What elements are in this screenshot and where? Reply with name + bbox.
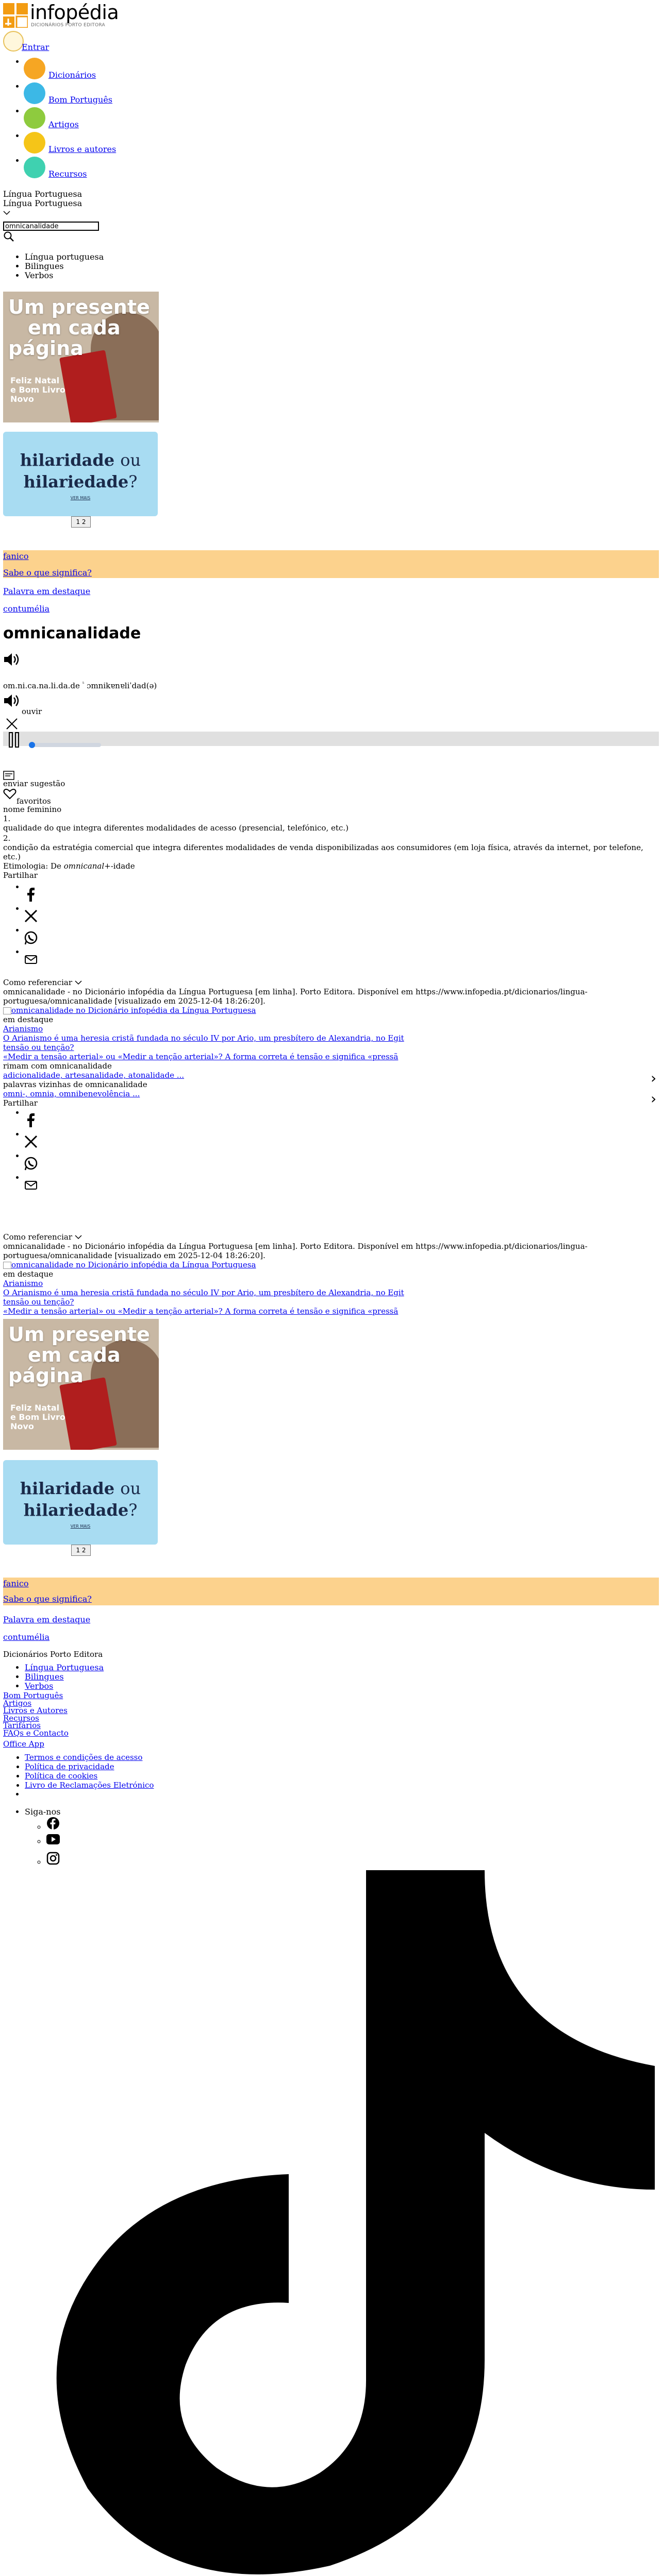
featured-word[interactable]: contumélia	[3, 1632, 50, 1642]
word-challenge-bar[interactable]	[3, 1578, 659, 1605]
challenge-word[interactable]: fanico	[3, 1579, 29, 1588]
highlight-label: em destaque	[3, 1015, 54, 1024]
highlight-title[interactable]: tensão ou tenção?	[3, 1043, 74, 1052]
search-icon[interactable]	[3, 231, 14, 242]
speaker-icon[interactable]	[3, 652, 22, 667]
banner-subtext: Feliz Natal e Bom Livro Novo	[10, 376, 65, 404]
footer-link[interactable]: Artigos	[3, 1698, 32, 1708]
nav-label[interactable]: Artigos	[48, 120, 79, 129]
footer-dict-link[interactable]: Bilingues	[25, 1672, 64, 1682]
quiz-cta[interactable]: VER MAIS	[70, 496, 91, 500]
highlight-label: em destaque	[3, 1269, 54, 1279]
highlight-title[interactable]: Arianismo	[3, 1279, 43, 1288]
site-logo[interactable]	[3, 1, 117, 30]
challenge-word[interactable]: fanico	[3, 551, 29, 561]
footer-link[interactable]: Livros e Autores	[3, 1706, 68, 1715]
language-selector[interactable]	[3, 190, 82, 217]
sense-number: 1.	[3, 814, 11, 823]
language-current: Língua Portuguesa	[3, 198, 82, 208]
facebook-icon[interactable]	[46, 1817, 60, 1830]
social-list	[46, 1817, 60, 1869]
banner-headline: Um presente em cada página	[8, 296, 150, 360]
entry-headword: omnicanalidade	[3, 624, 141, 642]
reference-image[interactable]: omnicanalidade no Dicionário infopédia da Língua Portuguesa	[3, 1006, 256, 1015]
audio-progress-track[interactable]	[29, 743, 101, 747]
email-icon[interactable]	[24, 952, 38, 967]
login-label[interactable]: Entrar	[22, 42, 49, 52]
suggest-label[interactable]: enviar sugestão	[3, 779, 65, 788]
quiz-banner[interactable]	[3, 1460, 158, 1545]
highlight-article[interactable]: O Arianismo é uma heresia cristã fundada no século IV por Ario, um presbítero de Alexandria, no Egit	[3, 1033, 404, 1043]
rhymes-label: rimam com omnicanalidade	[3, 1061, 112, 1071]
broken-image-icon	[3, 1262, 11, 1269]
x-icon[interactable]	[24, 1134, 38, 1149]
rhymes-words[interactable]: adicionalidade, artesanalidade, atonalidade ...	[3, 1071, 185, 1080]
banner-pager[interactable]: 1 2	[71, 516, 91, 528]
tiktok-icon[interactable]	[41, 1870, 660, 2576]
logo-mark-icon	[3, 3, 28, 28]
banner-subtext: Feliz Natal e Bom Livro Novo	[10, 1403, 65, 1431]
user-icon	[3, 31, 24, 52]
nav-label[interactable]: Livros e autores	[48, 144, 117, 154]
part-of-speech: nome feminino	[3, 805, 62, 814]
footer-social	[25, 1807, 60, 1817]
article-icon	[24, 107, 45, 129]
featured-word-label[interactable]: Palavra em destaque	[3, 586, 91, 596]
nav-label[interactable]: Bom Português	[48, 95, 113, 105]
youtube-icon[interactable]	[46, 1834, 60, 1844]
etymology: Etimologia: De omnicanal+-idade	[3, 861, 135, 871]
favorites-label[interactable]: favoritos	[16, 796, 51, 806]
footer-link[interactable]: FAQs e Contacto	[3, 1728, 69, 1738]
banner-headline: Um presente em cada página	[8, 1323, 150, 1387]
office-app-link[interactable]: Office App	[3, 1739, 44, 1749]
reference-text: omnicanalidade - no Dicionário infopédia da Língua Portuguesa [em linha]. Porto Editora. Disponível em https://www.infopedia.pt/dicionarios/lingua-	[3, 1242, 588, 1251]
heart-icon[interactable]	[3, 788, 16, 800]
pronunciation-line: om.ni.ca.na.li.da.de $^{^5}$ ɔmnikɐnɐliˈdad(ə)	[3, 681, 157, 690]
neighbors-label: palavras vizinhas de omnicanalidade	[3, 1080, 147, 1089]
pause-icon[interactable]	[7, 732, 23, 748]
legal-link[interactable]: Política de privacidade	[25, 1762, 114, 1771]
footer-dict-link[interactable]: Língua Portuguesa	[25, 1663, 104, 1672]
reference-text: omnicanalidade - no Dicionário infopédia da Língua Portuguesa [em linha]. Porto Editora. Disponível em https://www.infopedia.pt/dicionarios/lingua-	[3, 987, 588, 996]
dictionary-list	[25, 252, 104, 280]
chevron-right-icon[interactable]: ›	[651, 1090, 657, 1107]
dictionary-icon	[24, 58, 45, 79]
logo-text: infopédia	[30, 1, 119, 24]
dictionary-item[interactable]: • Verbos	[25, 271, 104, 280]
nav-label[interactable]: Dicionários	[48, 70, 96, 80]
whatsapp-icon[interactable]	[24, 930, 38, 945]
close-icon[interactable]	[5, 717, 19, 731]
broken-image-icon	[3, 1007, 11, 1014]
reference-image[interactable]: omnicanalidade no Dicionário infopédia da Língua Portuguesa	[3, 1260, 256, 1269]
footer-link[interactable]: Bom Português	[3, 1691, 63, 1700]
footer-link[interactable]: Recursos	[3, 1713, 39, 1723]
facebook-icon[interactable]	[24, 1113, 38, 1127]
footer-dictionaries	[25, 1663, 104, 1691]
x-icon[interactable]	[24, 909, 38, 923]
follow-label: • Siga-nos	[25, 1807, 60, 1817]
chevron-down-icon[interactable]	[75, 980, 82, 985]
highlight-article[interactable]: «Medir a tensão arterial» ou «Medir a tenção arterial»? A forma correta é tensão e significa «pressã	[3, 1307, 399, 1316]
highlight-article[interactable]: «Medir a tensão arterial» ou «Medir a tenção arterial»? A forma correta é tensão e significa «pressã	[3, 1052, 399, 1061]
featured-word-label[interactable]: Palavra em destaque	[3, 1615, 91, 1624]
chevron-right-icon[interactable]: ›	[651, 1070, 657, 1087]
audio-player[interactable]	[3, 732, 659, 746]
dictionary-item[interactable]: • Bilingues	[25, 262, 104, 271]
challenge-cta[interactable]: Sabe o que significa?	[3, 1594, 92, 1604]
reference-toggle[interactable]: Como referenciar	[3, 978, 82, 987]
legal-link[interactable]: Política de cookies	[25, 1771, 98, 1781]
highlight-title[interactable]: tensão ou tenção?	[3, 1297, 74, 1307]
highlight-article[interactable]: O Arianismo é uma heresia cristã fundada no século IV por Ario, um presbítero de Alexandria, no Egit	[3, 1288, 404, 1297]
speech-icon	[24, 82, 45, 104]
chevron-down-icon[interactable]	[3, 210, 10, 215]
word-challenge-bar[interactable]	[3, 550, 659, 578]
featured-word[interactable]: contumélia	[3, 604, 50, 614]
facebook-icon[interactable]	[24, 887, 38, 902]
logo-subtitle: DICIONÁRIOS PORTO EDITORA	[31, 23, 106, 28]
chevron-down-icon[interactable]	[75, 1234, 82, 1240]
whatsapp-icon[interactable]	[24, 1156, 38, 1171]
search-input[interactable]	[3, 222, 99, 231]
sense-definition: condição da estratégia comercial que integra diferentes modalidades de venda disponibilizadas aos consumidores (em loja física, através da internet, por telefone, etc.)	[3, 843, 643, 861]
dictionary-item[interactable]: • Língua portuguesa	[25, 252, 104, 262]
quiz-title: hilaridade ou hilariedade?	[20, 450, 141, 492]
banner-pager[interactable]: 1 2	[71, 1545, 91, 1556]
christmas-banner[interactable]	[3, 1319, 159, 1450]
share-label: Partilhar	[3, 1098, 38, 1108]
reference-text-cont: portuguesa/omnicanalidade [visualizado em 2025-12-04 18:26:20].	[3, 996, 266, 1006]
share-label: Partilhar	[3, 871, 38, 880]
reference-toggle[interactable]: Como referenciar	[3, 1232, 82, 1242]
speaker-icon[interactable]	[3, 693, 22, 708]
sense-number: 2.	[3, 834, 11, 843]
instagram-icon[interactable]	[46, 1852, 60, 1865]
footer-brand: Dicionários Porto Editora	[3, 1650, 103, 1659]
resources-icon	[24, 157, 45, 178]
quiz-banner[interactable]	[3, 432, 158, 516]
footer-link[interactable]: Tarifários	[3, 1721, 41, 1730]
nav-label[interactable]: Recursos	[48, 169, 87, 179]
book-icon	[24, 132, 45, 154]
legal-link[interactable]: Termos e condições de acesso	[25, 1753, 143, 1762]
legal-link[interactable]: Livro de Reclamações Eletrónico	[25, 1781, 154, 1790]
email-icon[interactable]	[24, 1178, 38, 1192]
footer-legal	[25, 1753, 154, 1790]
language-label: Língua Portuguesa	[3, 189, 82, 199]
sense-definition: qualidade do que integra diferentes modalidades de acesso (presencial, telefónico, etc.)	[3, 823, 349, 833]
quiz-cta[interactable]: VER MAIS	[70, 1524, 91, 1529]
footer-links	[3, 1692, 69, 1737]
highlight-title[interactable]: Arianismo	[3, 1024, 43, 1033]
footer-dict-link[interactable]: Verbos	[25, 1681, 54, 1691]
reference-text-cont: portuguesa/omnicanalidade [visualizado em 2025-12-04 18:26:20].	[3, 1251, 266, 1260]
audio-progress-handle[interactable]	[29, 742, 35, 748]
challenge-cta[interactable]: Sabe o que significa?	[3, 568, 92, 578]
listen-label: ouvir	[22, 707, 42, 716]
christmas-banner[interactable]	[3, 292, 159, 422]
quiz-title: hilaridade ou hilariedade?	[20, 1479, 141, 1520]
neighbors-words[interactable]: omni-, omnia, omnibenevolência ...	[3, 1089, 140, 1098]
